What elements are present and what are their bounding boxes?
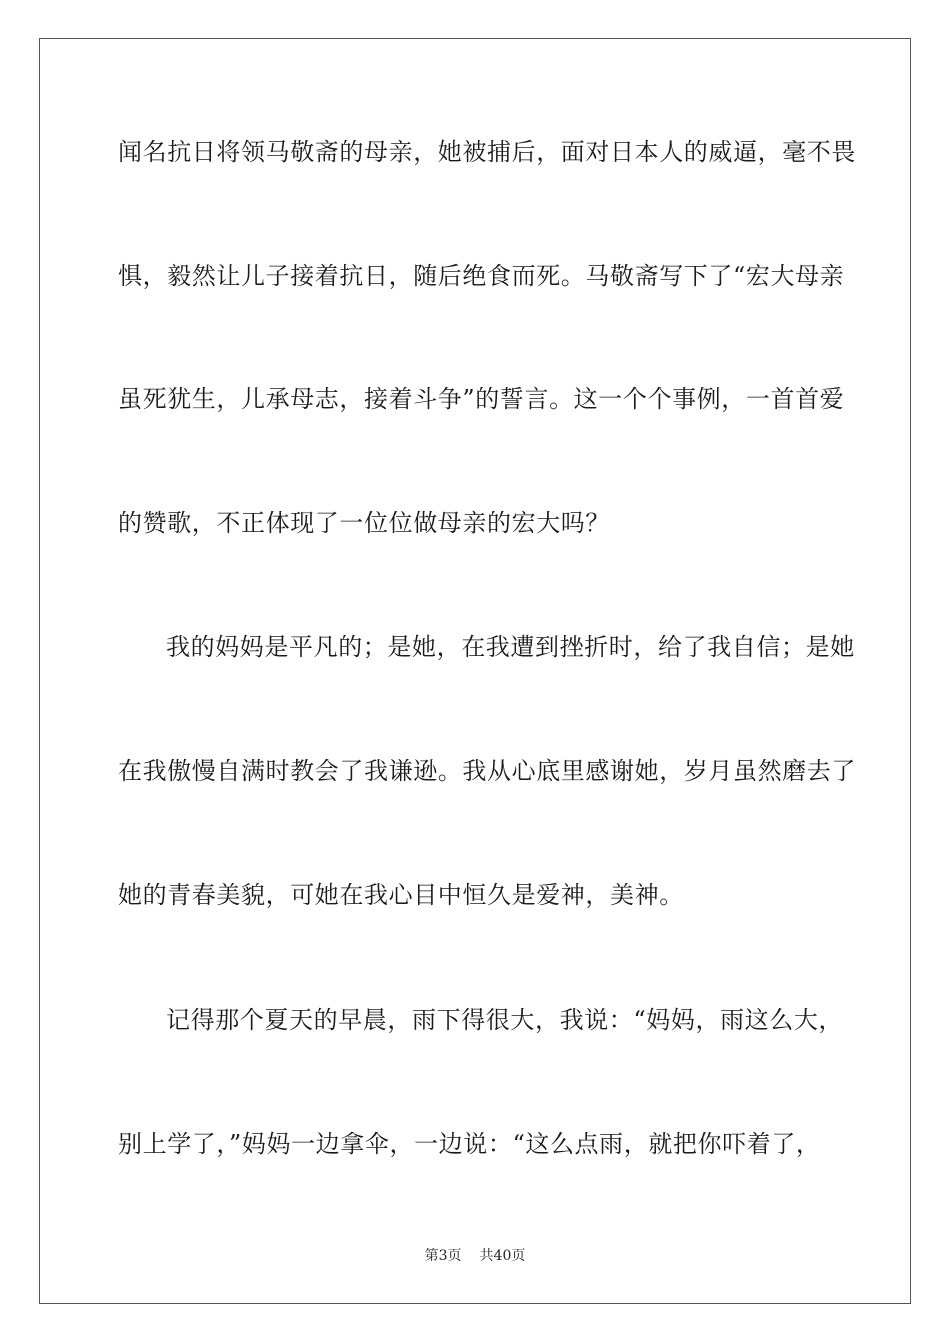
- paragraph-3-line-2: 别上学了，”妈妈一边拿伞，一边说：“这么点雨，就把你吓着了，: [118, 1130, 821, 1158]
- text-line-1: 闻名抗日将领马敬斋的母亲，她被捕后，面对日本人的威逼，毫不畏: [118, 138, 856, 166]
- page-footer: [0, 1247, 950, 1265]
- page-total: 共40页: [479, 1248, 526, 1264]
- page-number: 第3页: [424, 1248, 462, 1264]
- paragraph-2-line-3: 她的青春美貌，可她在我心目中恒久是爱神，美神。: [118, 881, 684, 909]
- paragraph-2-line-2: 在我傲慢自满时教会了我谦逊。我从心底里感谢她，岁月虽然磨去了: [118, 757, 856, 785]
- text-line-2: 惧，毅然让儿子接着抗日，随后绝食而死。马敬斋写下了“宏大母亲: [118, 262, 845, 290]
- page-border: [39, 38, 911, 1304]
- paragraph-2-line-1: 我的妈妈是平凡的；是她，在我遭到挫折时，给了我自信；是她: [166, 633, 855, 661]
- text-line-4: 的赞歌，不正体现了一位位做母亲的宏大吗？: [118, 509, 610, 537]
- paragraph-3-line-1: 记得那个夏天的早晨，雨下得很大，我说：“妈妈，雨这么大，: [166, 1006, 844, 1034]
- text-line-3: 虽死犹生，儿承母志，接着斗争”的誓言。这一个个事例，一首首爱: [118, 385, 845, 413]
